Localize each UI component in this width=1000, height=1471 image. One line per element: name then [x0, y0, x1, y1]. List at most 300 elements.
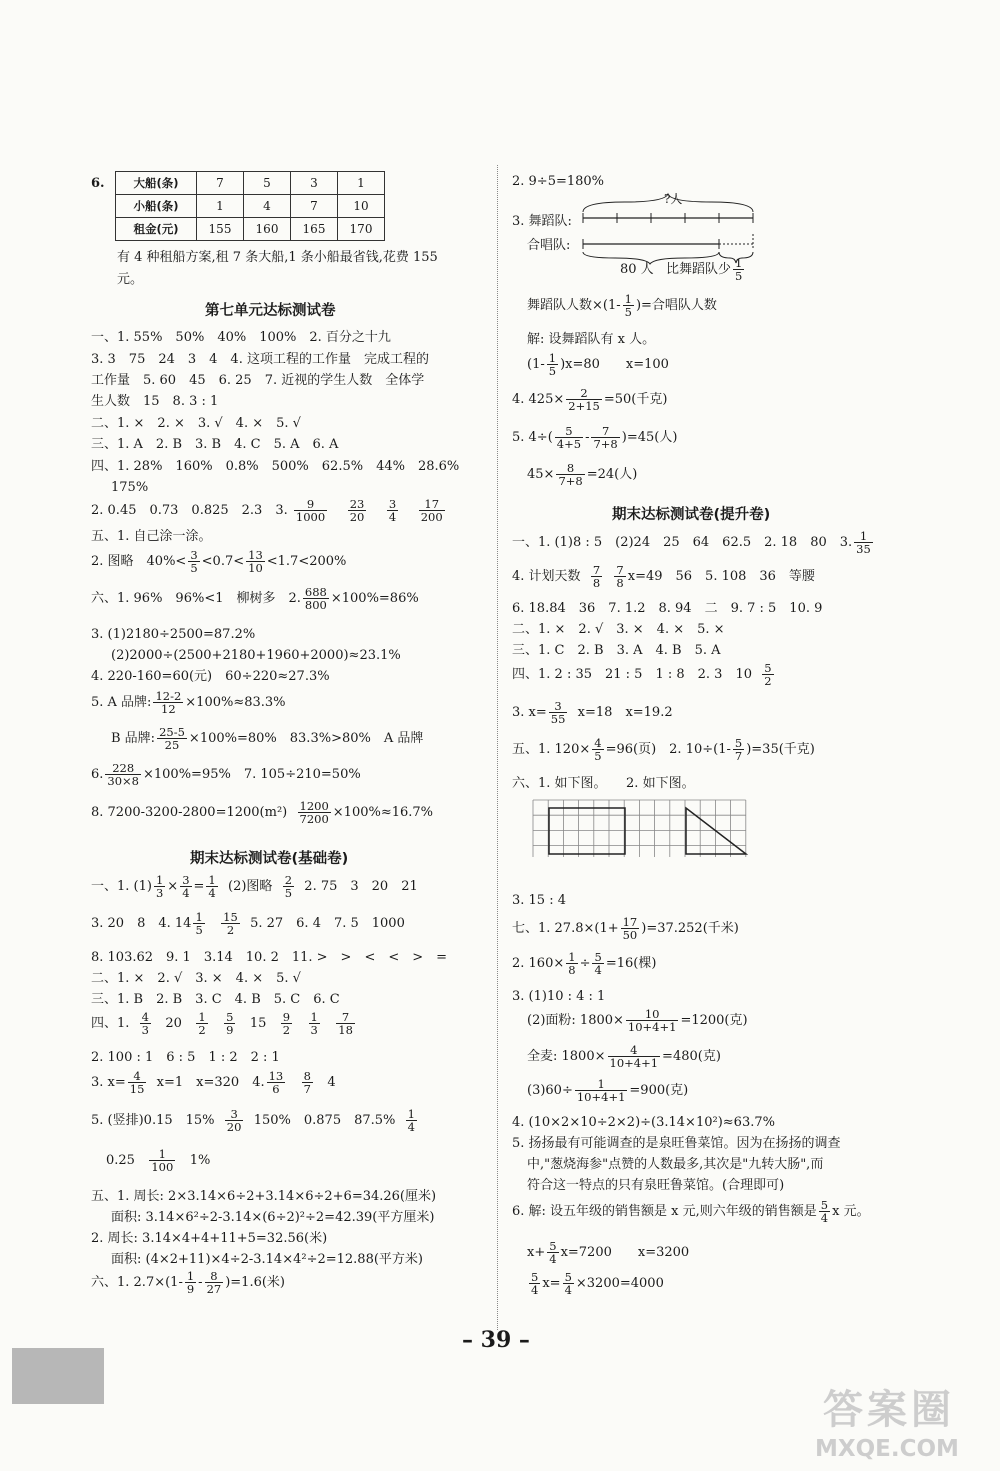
adv-line-fractions: [512, 916, 739, 941]
numerator: 5: [734, 736, 743, 750]
numerator: 5: [531, 1270, 539, 1284]
denominator: 9: [226, 1023, 234, 1038]
s7-text: ×100%=86%: [330, 591, 419, 607]
denominator: 1000: [295, 510, 326, 525]
denominator: 27: [206, 1282, 222, 1297]
adv-text: 4. 计划天数: [512, 569, 581, 585]
denominator: 5: [190, 561, 198, 576]
fraction: [591, 425, 619, 450]
adv-text: 6. 解: 设五年级的销售额是 x 元,则六年级的销售额是: [512, 1204, 817, 1220]
s7-line: 生人数 15 8. 3 : 1: [91, 394, 219, 409]
denominator: 4: [549, 1252, 557, 1267]
fraction: [549, 700, 568, 725]
fraction: [547, 352, 558, 377]
fraction: [283, 874, 294, 899]
right-text: )=45(人): [621, 430, 678, 446]
fraction: [225, 1108, 244, 1133]
adv-text: )=35(千克): [746, 742, 815, 758]
basic-text: 4: [327, 1075, 336, 1091]
fraction: [419, 498, 445, 523]
s7-line: 三、1. A 2. B 3. B 4. C 5. A 6. A: [91, 437, 339, 452]
numerator: 7: [592, 563, 601, 577]
s7-text: 5. A 品牌:: [91, 695, 152, 711]
adv-text: ×3200=4000: [575, 1276, 664, 1292]
adv-text: x=7200 x=3200: [560, 1245, 690, 1261]
fraction: [302, 1070, 313, 1095]
fraction: [336, 1011, 355, 1036]
denominator: 200: [420, 510, 443, 525]
numerator: 688: [304, 585, 327, 599]
s7-line: 五、1. 自己涂一涂。: [91, 529, 212, 544]
basic-text: 六、1. 2.7×(1-: [91, 1275, 183, 1291]
fraction: [614, 564, 625, 589]
basic-text: x=1 x=320 4.: [156, 1075, 265, 1091]
fraction: [294, 498, 327, 523]
rent-table-body: [116, 172, 385, 241]
fraction: [206, 874, 217, 899]
q6-label: 6.: [91, 176, 105, 191]
numerator: 7: [616, 563, 624, 577]
basic-text: 四、1.: [91, 1016, 130, 1032]
q3-80-label: 80 人: [620, 262, 654, 277]
denominator: 4+5: [556, 437, 582, 452]
numerator: 12-2: [155, 689, 182, 703]
denominator: 7: [303, 1082, 311, 1097]
denominator: 9: [186, 1282, 195, 1297]
denominator: 35: [856, 542, 871, 557]
s7-text: 2. 0.45 0.73 0.825 2.3 3.: [91, 503, 288, 519]
right-line-fractions: [512, 425, 677, 450]
numerator: 17: [419, 498, 445, 511]
adv-text: x=49 56 5. 108 36 等腰: [627, 569, 815, 585]
fraction: [563, 1271, 574, 1296]
table-cell: 170: [338, 218, 385, 241]
fraction: [281, 1011, 292, 1036]
adv-line-fractions: [512, 564, 815, 589]
numerator: 7: [591, 425, 619, 438]
adv-line-fractions: [512, 530, 875, 555]
s7-line-fractions: [91, 690, 286, 715]
fraction: [157, 726, 187, 751]
right-line-fractions: [527, 352, 669, 377]
numerator: 3: [388, 497, 397, 511]
denominator: 12: [161, 702, 176, 717]
s7-text: ×100%≈83.3%: [185, 695, 286, 711]
s7-line-fractions: [91, 549, 346, 574]
basic-line-fractions: [91, 1108, 419, 1133]
table-row: [116, 195, 385, 218]
basic-line: 面积: (4×2+11)×4÷2-3.14×4²÷2=12.88(平方米): [111, 1252, 423, 1267]
adv-line-fractions: [527, 1240, 689, 1265]
denominator: 100: [151, 1160, 174, 1175]
rent-table: [115, 171, 385, 241]
adv-line: 3. (1)10 : 4 : 1: [512, 989, 606, 1004]
numerator: 3: [182, 873, 190, 887]
adv-text: ÷: [579, 956, 591, 972]
numerator: 1: [624, 292, 632, 306]
s7-line: 一、1. 55% 50% 40% 100% 2. 百分之十九: [91, 330, 391, 345]
numerator: 9: [282, 1010, 291, 1024]
adv-line-fractions: [512, 662, 776, 687]
s7-line: 175%: [111, 480, 149, 495]
denominator: 3: [155, 886, 164, 901]
denominator: 4: [208, 886, 216, 901]
s7-text: <1.7<200%: [266, 554, 347, 570]
table-cell: 155: [197, 218, 244, 241]
denominator: 4: [564, 1283, 572, 1298]
adv-line-fractions: [512, 951, 656, 976]
basic-line-fractions: [91, 874, 418, 899]
adv-text: =1200(克): [680, 1013, 748, 1029]
table-cell: 160: [244, 218, 291, 241]
numerator: 8: [303, 1069, 311, 1083]
denominator: 20: [349, 510, 365, 525]
right-text: =24(人): [586, 467, 638, 483]
numerator: 1: [186, 1269, 195, 1283]
s7-text: B 品牌:: [111, 731, 156, 747]
s7-text: 8. 7200-3200-2800=1200(m²): [91, 805, 288, 821]
fraction: [762, 662, 773, 687]
fraction: [566, 951, 577, 976]
s7-line: 3. (1)2180÷2500=87.2%: [91, 627, 256, 642]
right-line-fractions: [527, 462, 637, 487]
adv-text: x+: [527, 1245, 546, 1261]
basic-text: -: [198, 1275, 203, 1291]
rent-table-wrap: [115, 171, 385, 241]
adv-line: 6. 18.84 36 7. 1.2 8. 94 二 9. 7 : 5 10. 9: [512, 601, 823, 616]
right-line-fractions: [527, 293, 717, 318]
s7-line-fractions: [91, 800, 433, 825]
denominator: 6: [272, 1082, 280, 1097]
adv-line-fractions: [527, 1008, 748, 1033]
answer-grid-figure: [530, 797, 770, 857]
fraction: [309, 1011, 320, 1036]
q6-answer-line2: 元。: [117, 272, 144, 287]
fraction: [348, 498, 367, 523]
adv-line: 中,"葱烧海参"点赞的人数最多,其次是"九转大肠",而: [527, 1157, 824, 1172]
numerator: 7: [336, 1011, 355, 1024]
fraction: [303, 586, 329, 611]
basic-text: 一、1. (1): [91, 879, 152, 895]
right-text: 4. 425×: [512, 392, 565, 408]
numerator: 4: [608, 1044, 661, 1057]
denominator: 5: [735, 269, 743, 284]
fraction: [406, 1108, 417, 1133]
fraction: [224, 1011, 235, 1036]
right-text: =50(千克): [603, 392, 668, 408]
denominator: 4: [388, 510, 397, 525]
q3-top-label: ?人: [664, 192, 683, 206]
denominator: 3: [310, 1023, 318, 1038]
denominator: 10+4+1: [576, 1090, 626, 1105]
denominator: 7+8: [593, 437, 618, 452]
fraction: [854, 530, 873, 555]
basic-line: 面积: 3.14×6²÷2-3.14×(6÷2)²÷2=42.39(平方厘米): [111, 1210, 435, 1225]
basic-line: 8. 103.62 9. 1 3.14 10. 2 11. > > < < > =: [91, 950, 448, 965]
denominator: 4: [182, 886, 190, 901]
denominator: 3: [141, 1023, 149, 1038]
basic-text: (2)图略: [228, 879, 273, 895]
section-title-basic: 期末达标测试卷(基础卷): [190, 851, 349, 867]
fraction: [196, 1011, 207, 1036]
fraction: [387, 498, 398, 523]
right-line: 2. 9÷5=180%: [512, 174, 605, 189]
denominator: 8: [616, 576, 624, 591]
table-row: [116, 172, 385, 195]
adv-line-fractions: [527, 1078, 688, 1103]
right-text: 舞蹈队人数×(1-: [527, 298, 621, 314]
adv-line-fractions: [527, 1271, 664, 1296]
table-row-header: 小船(条): [116, 195, 197, 218]
basic-text: )=1.6(米): [225, 1275, 286, 1291]
table-cell: 4: [244, 195, 291, 218]
right-line-fractions: [512, 387, 667, 412]
table-cell: 1: [338, 172, 385, 195]
numerator: 1: [195, 910, 203, 924]
basic-line-fractions: [91, 1070, 336, 1095]
denominator: 10+4+1: [609, 1056, 659, 1071]
fraction: [547, 1240, 558, 1265]
s7-line: 3. 3 75 24 3 4 4. 这项工程的工作量 完成工程的: [91, 352, 429, 367]
numerator: 8: [556, 462, 584, 475]
fraction: [566, 387, 602, 412]
corner-stamp: [12, 1348, 104, 1404]
section-title-unit7: 第七单元达标测试卷: [205, 303, 336, 319]
s7-text: <0.7<: [201, 554, 245, 570]
denominator: 800: [304, 598, 327, 613]
numerator: 10: [626, 1008, 679, 1021]
numerator: 1: [208, 873, 216, 887]
adv-line: 3. 15 : 4: [512, 893, 566, 908]
right-text: )=合唱队人数: [635, 298, 717, 314]
table-cell: 3: [291, 172, 338, 195]
s7-text: 六、1. 96% 96%<1 柳树多 2.: [91, 591, 301, 607]
section-title-advanced: 期末达标测试卷(提升卷): [612, 507, 771, 523]
q6-answer-line1: 有 4 种租船方案,租 7 条大船,1 条小船最省钱,花费 155: [117, 250, 438, 265]
adv-text: 七、1. 27.8×(1+: [512, 921, 619, 937]
fraction: [592, 951, 603, 976]
s7-line: 四、1. 28% 160% 0.8% 500% 62.5% 44% 28.6%: [91, 459, 460, 474]
adv-line-fractions: [512, 1199, 870, 1224]
numerator: 9: [294, 498, 327, 511]
denominator: 18: [338, 1023, 353, 1038]
watermark-top: 答案圈: [823, 1387, 955, 1433]
adv-text: =16(棵): [605, 956, 657, 972]
denominator: 2: [226, 923, 235, 938]
numerator: 3: [190, 548, 198, 562]
basic-text: 1%: [189, 1153, 211, 1169]
denominator: 20: [226, 1120, 242, 1135]
adv-text: 一、1. (1)8 : 5 (2)24 25 64 62.5 2. 18 80 3.: [512, 535, 853, 551]
numerator: 1: [854, 530, 873, 543]
fraction: [608, 1044, 661, 1069]
adv-text: (2)面粉: 1800×: [527, 1013, 624, 1029]
adv-line: 5. 扬扬最有可能调查的是泉旺鲁菜馆。因为在扬扬的调查: [512, 1136, 841, 1151]
fraction: [153, 690, 183, 715]
numerator: 3: [549, 700, 568, 713]
right-text: 45×: [527, 467, 555, 483]
denominator: 2: [764, 674, 772, 689]
fraction: [154, 874, 165, 899]
adv-text: 全麦: 1800×: [527, 1049, 606, 1065]
table-row: [116, 218, 385, 241]
basic-text: 2. 75 3 20 21: [304, 879, 418, 895]
numerator: 1200: [299, 799, 329, 813]
basic-text: 20: [165, 1016, 182, 1032]
s7-line-fractions: [91, 498, 447, 523]
basic-text: 5. (竖排)0.15 15%: [91, 1113, 215, 1129]
fraction: [626, 1008, 679, 1033]
numerator: 2: [284, 873, 293, 887]
watermark-logo: [815, 1385, 995, 1465]
denominator: 8: [592, 576, 601, 591]
adv-text: 2. 160×: [512, 956, 565, 972]
fraction: [267, 1070, 286, 1095]
numerator: 4: [141, 1010, 149, 1024]
numerator: 1: [568, 950, 576, 964]
basic-line: 五、1. 周长: 2×3.14×6÷2+3.14×6÷2+6=34.26(厘米): [91, 1189, 437, 1204]
fraction: [529, 1271, 540, 1296]
adv-line: 六、1. 如下图。 2. 如下图。: [512, 776, 695, 791]
right-text: -: [585, 430, 590, 446]
s7-text: 2. 图略 40%<: [91, 554, 187, 570]
right-text: (1-: [527, 357, 545, 373]
denominator: 2: [282, 1023, 291, 1038]
numerator: 1: [575, 1078, 628, 1091]
denominator: 5: [195, 923, 203, 938]
denominator: 5: [624, 305, 632, 320]
denominator: 4: [407, 1120, 415, 1135]
numerator: 5: [564, 1270, 572, 1284]
denominator: 4: [594, 963, 602, 978]
denominator: 30×8: [107, 774, 139, 789]
s7-line: 4. 220-160=60(元) 60÷220≈27.3%: [91, 669, 330, 684]
watermark-bottom: MXQE.COM: [815, 1436, 959, 1462]
table-row-header: 租金(元): [116, 218, 197, 241]
fraction: [105, 762, 141, 787]
adv-line-fractions: [527, 1044, 721, 1069]
s7-line-fractions: [111, 726, 423, 751]
adv-text: 五、1. 120×: [512, 742, 591, 758]
basic-text: =: [193, 879, 205, 895]
right-line: 解: 设舞蹈队有 x 人。: [527, 332, 656, 347]
numerator: 15: [223, 910, 238, 924]
denominator: 4: [820, 1211, 829, 1226]
adv-text: x 元。: [832, 1204, 870, 1220]
fraction: [621, 916, 640, 941]
table-cell: 1: [197, 195, 244, 218]
denominator: 5: [548, 364, 557, 379]
numerator: 13: [268, 1069, 284, 1083]
denominator: 55: [550, 712, 566, 727]
denominator: 7+8: [558, 474, 583, 489]
basic-line: 2. 100 : 1 6 : 5 1 : 2 2 : 1: [91, 1050, 280, 1065]
numerator: 228: [105, 762, 141, 775]
adv-text: (3)60÷: [527, 1083, 573, 1099]
fraction: [188, 549, 199, 574]
adv-line: 二、1. × 2. √ 3. × 4. × 5. ×: [512, 622, 725, 637]
basic-line: 二、1. × 2. √ 3. × 4. × 5. √: [91, 971, 301, 986]
table-cell: 7: [291, 195, 338, 218]
denominator: 7200: [299, 812, 329, 827]
adv-line-fractions: [512, 700, 673, 725]
denominator: 7: [734, 749, 743, 764]
basic-line-fractions: [91, 911, 405, 936]
fraction: [193, 911, 204, 936]
s7-line: 二、1. × 2. × 3. √ 4. × 5. √: [91, 416, 301, 431]
denominator: 2: [198, 1023, 206, 1038]
numerator: 1: [149, 1148, 175, 1161]
q3-less-label: [666, 257, 746, 282]
numerator: 3: [225, 1108, 244, 1121]
q3-text: 比舞蹈队少: [666, 262, 732, 278]
adv-text: =96(页) 2. 10÷(1-: [605, 742, 731, 758]
basic-text: 150% 0.875 87.5%: [253, 1113, 396, 1129]
numerator: 5: [764, 661, 772, 675]
numerator: 5: [594, 950, 602, 964]
fraction: [556, 462, 584, 487]
basic-line: 三、1. B 2. B 3. C 4. B 5. C 6. C: [91, 992, 340, 1007]
s7-line: 工作量 5. 60 45 6. 25 7. 近视的学生人数 全体学: [91, 373, 425, 388]
fraction: [733, 737, 744, 762]
numerator: 13: [248, 548, 263, 562]
fraction: [733, 257, 744, 282]
fraction: [591, 564, 602, 589]
fraction: [180, 874, 191, 899]
basic-text: ×: [167, 879, 179, 895]
adv-text: =480(克): [662, 1049, 721, 1065]
fraction: [592, 737, 603, 762]
numerator: 4: [594, 736, 602, 750]
denominator: 50: [622, 928, 638, 943]
denominator: 25: [164, 738, 180, 753]
fraction: [555, 425, 583, 450]
basic-text: 3. x=: [91, 1075, 126, 1091]
fraction: [819, 1199, 830, 1224]
denominator: 8: [568, 963, 576, 978]
table-cell: 5: [244, 172, 291, 195]
fraction: [140, 1011, 151, 1036]
denominator: 5: [284, 886, 293, 901]
adv-text: x=18 x=19.2: [577, 705, 673, 721]
fraction: [185, 1270, 196, 1295]
numerator: 25-5: [159, 725, 185, 739]
adv-text: 3. x=: [512, 705, 547, 721]
numerator: 23: [349, 497, 365, 511]
basic-line: 2. 周长: 3.14×4+4+11+5=32.56(米): [91, 1231, 328, 1246]
s7-text: ×100%≈16.7%: [332, 805, 434, 821]
numerator: 5: [226, 1010, 234, 1024]
right-text: 5. 4÷(: [512, 430, 553, 446]
column-divider: [497, 165, 498, 1330]
q3-choir-label: 合唱队:: [527, 238, 571, 253]
numerator: 1: [155, 873, 164, 887]
numerator: 17: [622, 915, 638, 929]
numerator: 1: [407, 1107, 415, 1121]
numerator: 8: [205, 1270, 224, 1283]
fraction: [205, 1270, 224, 1295]
adv-text: =900(克): [629, 1083, 689, 1099]
s7-text: ×100%=95% 7. 105÷210=50%: [143, 767, 361, 783]
numerator: 1: [310, 1010, 318, 1024]
basic-line-fractions: [106, 1148, 210, 1173]
s7-text: 6.: [91, 767, 104, 783]
fraction: [246, 549, 265, 574]
fraction: [128, 1070, 147, 1095]
numerator: 1: [198, 1010, 206, 1024]
q3-label: 3. 舞蹈队:: [512, 214, 572, 229]
adv-text: )=37.252(千米): [641, 921, 739, 937]
